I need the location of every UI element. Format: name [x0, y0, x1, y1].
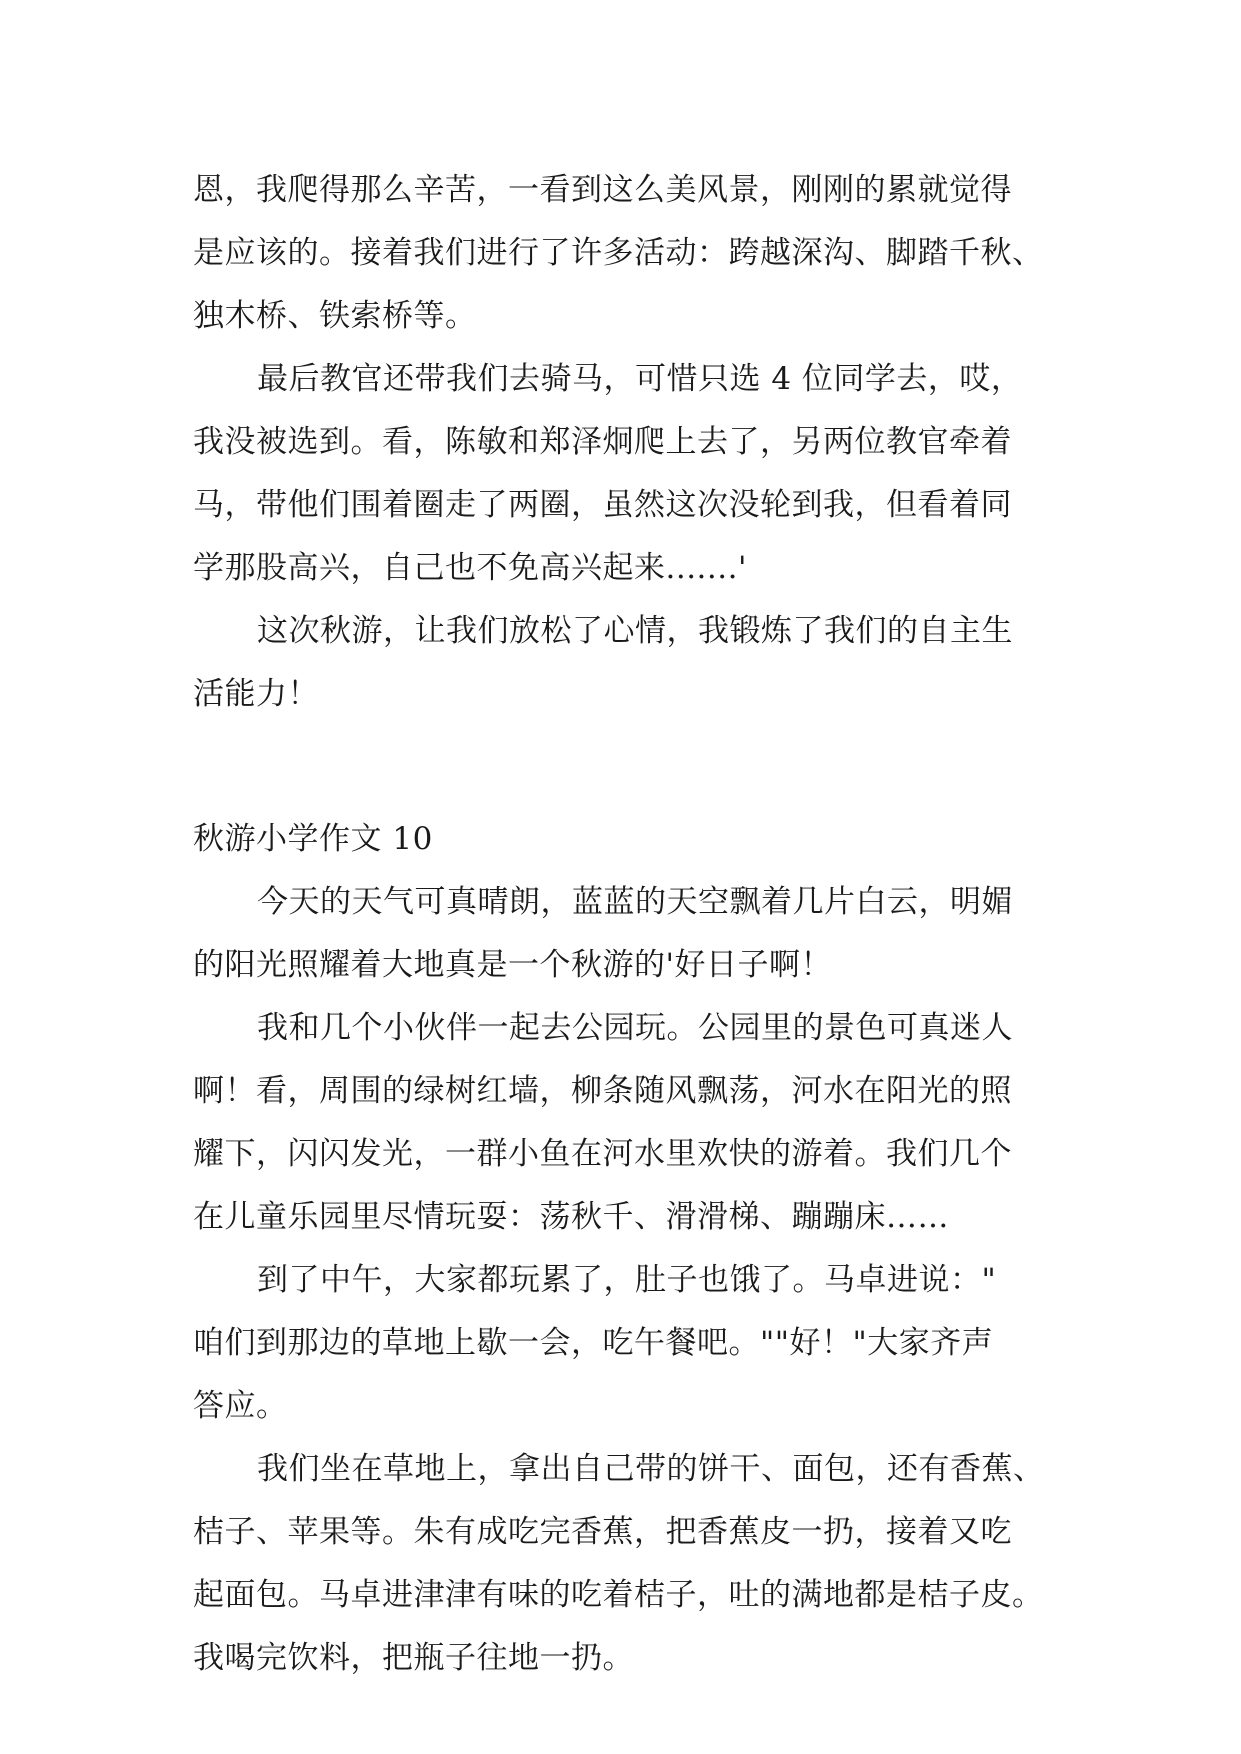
text-line: 是应该的。接着我们进行了许多活动：跨越深沟、脚踏千秋、 — [193, 235, 1044, 271]
section-spacer — [193, 726, 1063, 808]
text-line: 耀下，闪闪发光，一群小鱼在河水里欢快的游着。我们几个 — [193, 1136, 1012, 1172]
text-line: 答应。 — [193, 1388, 288, 1424]
paragraph — [193, 600, 1063, 726]
text-line: 恩，我爬得那么辛苦，一看到这么美风景，刚刚的累就觉得 — [193, 172, 1012, 208]
text-line: 这次秋游，让我们放松了心情，我锻炼了我们的自主生 — [257, 613, 1013, 649]
text-line: 起面包。马卓进津津有味的吃着桔子，吐的满地都是桔子皮。 — [193, 1577, 1044, 1613]
paragraph — [193, 159, 1063, 348]
text-line: 在儿童乐园里尽情玩耍：荡秋千、滑滑梯、蹦蹦床…… — [193, 1199, 949, 1235]
text-line: 啊！看，周围的绿树红墙，柳条随风飘荡，河水在阳光的照 — [193, 1073, 1012, 1109]
text-line: 的阳光照耀着大地真是一个秋游的'好日子啊！ — [193, 947, 833, 983]
text-line: 我们坐在草地上，拿出自己带的饼干、面包，还有香蕉、 — [257, 1451, 1045, 1487]
text-line: 我和几个小伙伴一起去公园玩。公园里的景色可真迷人 — [257, 1010, 1013, 1046]
document-body — [193, 159, 1063, 1690]
text-line: 咱们到那边的草地上歇一会，吃午餐吧。""好！"大家齐声 — [193, 1325, 994, 1361]
text-line: 独木桥、铁索桥等。 — [193, 298, 477, 334]
paragraph — [193, 1249, 1063, 1438]
text-line: 今天的天气可真晴朗，蓝蓝的天空飘着几片白云，明媚 — [257, 884, 1013, 920]
section-heading: 秋游小学作文 10 — [193, 821, 433, 857]
text-line: 到了中午，大家都玩累了，肚子也饿了。马卓进说：" — [257, 1262, 997, 1298]
text-line: 桔子、苹果等。朱有成吃完香蕉，把香蕉皮一扔，接着又吃 — [193, 1514, 1012, 1550]
paragraph — [193, 348, 1063, 600]
text-line: 马，带他们围着圈走了两圈，虽然这次没轮到我，但看着同 — [193, 487, 1012, 523]
text-line: 最后教官还带我们去骑马，可惜只选 4 位同学去，哎， — [257, 361, 1023, 397]
paragraph — [193, 1438, 1063, 1690]
paragraph — [193, 997, 1063, 1249]
text-line: 我喝完饮料，把瓶子往地一扔。 — [193, 1640, 634, 1676]
text-line: 学那股高兴，自己也不免高兴起来.......' — [193, 550, 747, 586]
text-line: 我没被选到。看，陈敏和郑泽炯爬上去了，另两位教官牵着 — [193, 424, 1012, 460]
text-line: 活能力！ — [193, 676, 319, 712]
paragraph — [193, 871, 1063, 997]
